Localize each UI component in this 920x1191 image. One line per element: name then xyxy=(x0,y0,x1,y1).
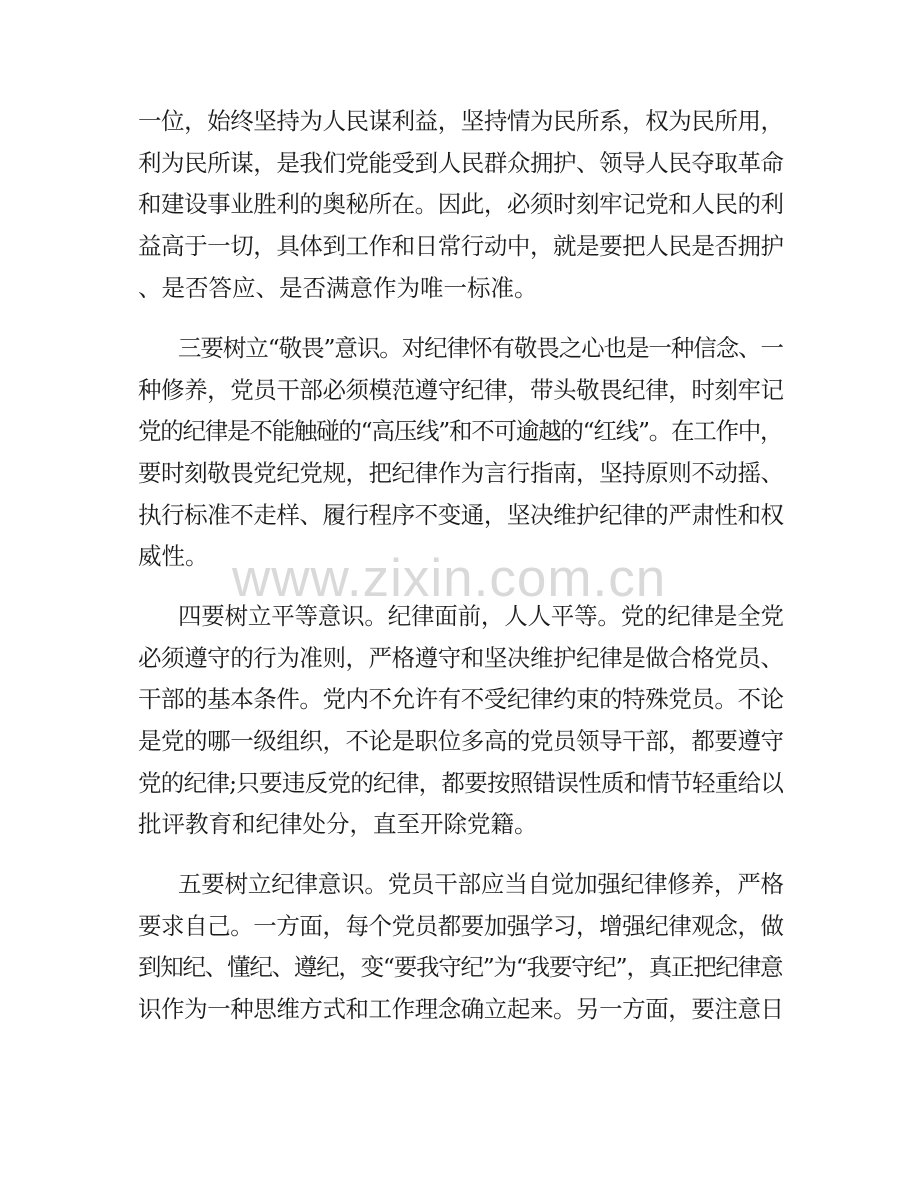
text-line: 四要树立平等意识。纪律面前，人人平等。党的纪律是全党 xyxy=(178,602,784,630)
text-line: 党的纪律是不能触碰的“高压线”和不可逾越的“红线”。在工作中， xyxy=(138,417,783,445)
text-line: 干部的基本条件。党内不允许有不受纪律约束的特殊党员。不论 xyxy=(138,685,784,713)
text-line: 利为民所谋，是我们党能受到人民群众拥护、领导人民夺取革命 xyxy=(138,149,784,177)
text-line: 批评教育和纪律处分，直至开除党籍。 xyxy=(138,810,538,838)
text-line: 五要树立纪律意识。党员干部应当自觉加强纪律修养，严格 xyxy=(178,870,784,898)
text-line: 和建设事业胜利的奥秘所在。因此，必须时刻牢记党和人民的利 xyxy=(138,190,784,218)
text-line: 种修养，党员干部必须模范遵守纪律，带头敬畏纪律，时刻牢记 xyxy=(138,376,784,404)
text-line: 一位，始终坚持为人民谋利益，坚持情为民所系，权为民所用， xyxy=(138,107,784,135)
text-line: 识作为一种思维方式和工作理念确立起来。另一方面，要注意日 xyxy=(138,995,784,1023)
text-line: 、是否答应、是否满意作为唯一标准。 xyxy=(138,274,538,302)
text-line: 要时刻敬畏党纪党规，把纪律作为言行指南，坚持原则不动摇、 xyxy=(138,459,784,487)
watermark: www.zixin.com.cn xyxy=(232,549,667,608)
text-line: 威性。 xyxy=(138,542,209,570)
text-line: 执行标准不走样、履行程序不变通，坚决维护纪律的严肃性和权 xyxy=(138,501,784,529)
text-line: 必须遵守的行为准则，严格遵守和坚决维护纪律是做合格党员、 xyxy=(138,644,784,672)
text-line: 益高于一切，具体到工作和日常行动中，就是要把人民是否拥护 xyxy=(138,232,784,260)
text-line: 要求自己。一方面，每个党员都要加强学习，增强纪律观念，做 xyxy=(138,912,784,940)
text-line: 党的纪律;只要违反党的纪律，都要按照错误性质和情节轻重给以 xyxy=(138,769,784,797)
text-line: 是党的哪一级组织，不论是职位多高的党员领导干部，都要遵守 xyxy=(138,727,784,755)
text-line: 到知纪、懂纪、遵纪，变“要我守纪”为“我要守纪”，真正把纪律意 xyxy=(138,953,783,981)
text-line: 三要树立“敬畏”意识。对纪律怀有敬畏之心也是一种信念、一 xyxy=(178,334,783,362)
